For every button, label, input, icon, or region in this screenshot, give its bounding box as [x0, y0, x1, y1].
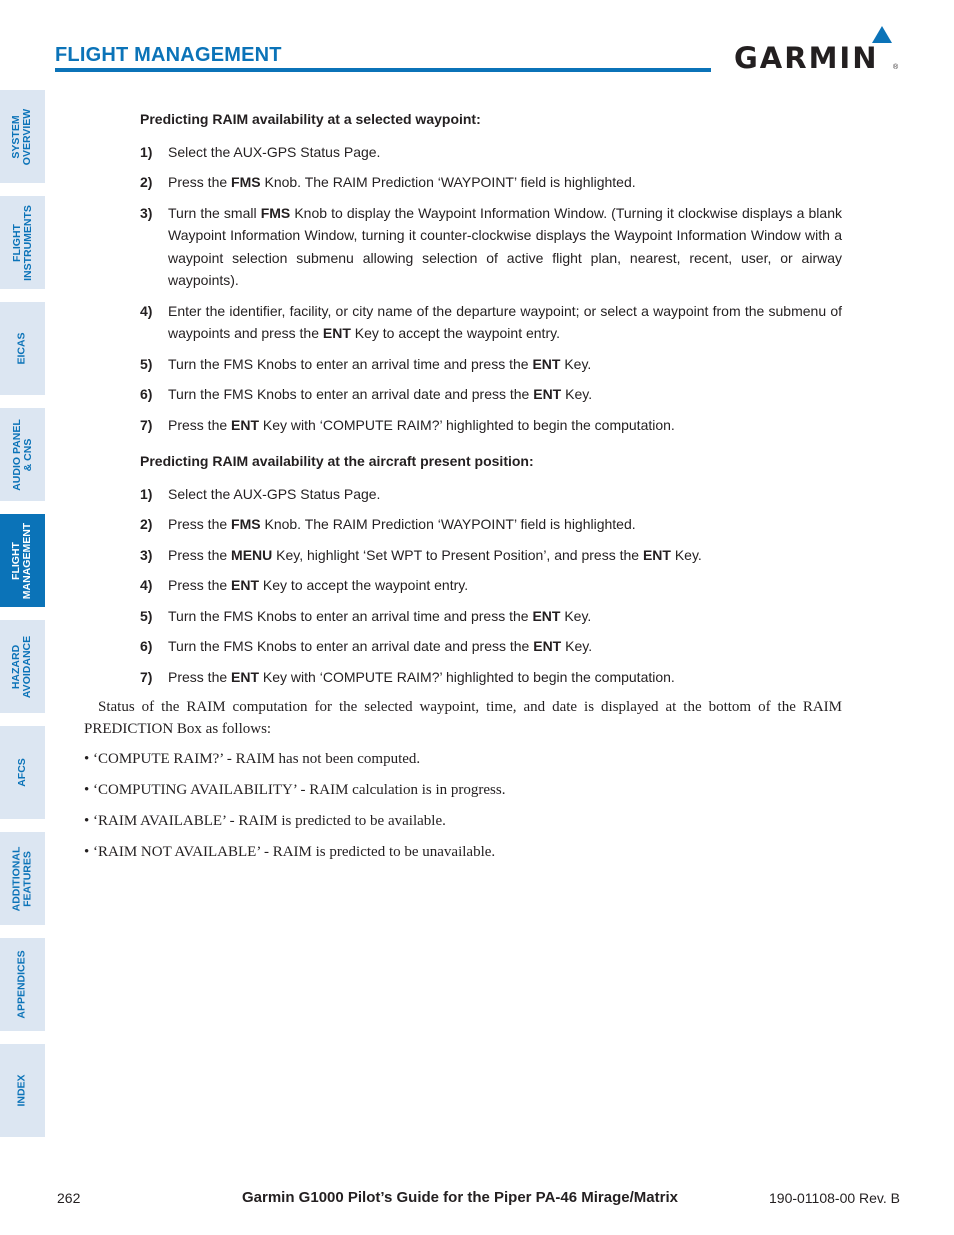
step-text — [168, 666, 842, 689]
key-name: ENT — [533, 638, 562, 654]
step-text — [168, 574, 842, 597]
step-number: 4) — [140, 302, 153, 319]
step-text — [168, 202, 842, 292]
procedure-step — [140, 300, 842, 345]
step-number: 4) — [140, 577, 153, 593]
step-text — [168, 414, 842, 437]
step-text-part: Select the AUX-GPS Status Page. — [168, 485, 381, 502]
tab-label: AFCS — [16, 758, 28, 787]
procedure-step — [140, 574, 842, 597]
key-name: FMS — [260, 204, 291, 221]
page-content — [84, 108, 842, 872]
tab-appendices[interactable] — [0, 938, 45, 1031]
procedure-step — [140, 483, 842, 506]
steps-present-position — [84, 483, 842, 689]
step-text-part: Press the — [168, 546, 232, 563]
step-number: 3) — [140, 204, 153, 221]
step-number: 6) — [140, 386, 153, 402]
step-text-part: Key. — [560, 355, 592, 372]
procedure-step — [140, 635, 842, 658]
step-text-part: Knob to display the Waypoint Information Window. (Turning it clockwise displays a blank Waypoint Information Window, turning it counter-clockwise displays the Waypoint Information Window with a waypoint selection submenu allowing selection of active flight plan, nearest, recent, user, or airway waypoints). — [168, 204, 842, 288]
steps-waypoint — [84, 141, 842, 437]
step-text-part: Key to accept the waypoint entry. — [259, 577, 469, 593]
page-number: 262 — [57, 1190, 81, 1206]
procedure-step — [140, 141, 842, 164]
step-text-part: Key to accept the waypoint entry. — [350, 325, 560, 341]
procedure-step — [140, 414, 842, 437]
key-name: ENT — [533, 386, 562, 402]
tab-label: HAZARD AVOIDANCE — [10, 635, 34, 698]
status-bullet: • ‘RAIM NOT AVAILABLE’ - RAIM is predicted to be unavailable. — [84, 844, 496, 860]
procedure-step — [140, 202, 842, 292]
tab-label: APPENDICES — [16, 950, 29, 1019]
step-text-part: Key with ‘COMPUTE RAIM?’ highlighted to begin the computation. — [259, 416, 675, 433]
step-text-part: Knob. The RAIM Prediction ‘WAYPOINT’ field is highlighted. — [260, 516, 636, 532]
step-text-part: Key. — [670, 546, 702, 563]
registered-mark: ® — [893, 64, 899, 71]
section-heading-present-position: Predicting RAIM availability at the aircraft present position: — [140, 453, 534, 469]
tab-eicas[interactable] — [0, 302, 45, 395]
guide-title: Garmin G1000 Pilot’s Guide for the Piper PA-46 Mirage/Matrix — [242, 1189, 678, 1206]
step-text — [168, 141, 842, 164]
procedure-step — [140, 513, 842, 536]
tab-label: FLIGHT INSTRUMENTS — [10, 204, 34, 281]
step-text-part: Press the — [168, 174, 232, 190]
step-number: 5) — [140, 355, 153, 372]
key-name: ENT — [532, 355, 561, 372]
procedure-step — [140, 383, 842, 406]
tab-index[interactable] — [0, 1044, 45, 1137]
key-name: ENT — [322, 325, 351, 341]
step-number: 1) — [140, 143, 153, 160]
step-text — [168, 513, 842, 536]
tab-hazard-avoidance[interactable] — [0, 620, 45, 713]
step-number: 1) — [140, 485, 153, 502]
step-text-part: Turn the FMS Knobs to enter an arrival date and press the — [168, 386, 534, 402]
tab-audio-panel-cns[interactable] — [0, 408, 45, 501]
tab-label: AUDIO PANEL & CNS — [10, 418, 34, 491]
step-number: 2) — [140, 174, 153, 190]
status-bullet: • ‘RAIM AVAILABLE’ - RAIM is predicted to be available. — [84, 813, 446, 829]
key-name: ENT — [231, 416, 260, 433]
procedure-step — [140, 353, 842, 376]
step-text — [168, 483, 842, 506]
step-number: 2) — [140, 516, 153, 532]
step-text-part: Knob. The RAIM Prediction ‘WAYPOINT’ field is highlighted. — [260, 174, 636, 190]
step-number: 7) — [140, 668, 153, 685]
step-text-part: Select the AUX-GPS Status Page. — [168, 143, 381, 160]
key-name: ENT — [231, 668, 260, 685]
tab-system-overview[interactable] — [0, 90, 45, 183]
step-text-part: Key. — [561, 386, 593, 402]
logo-text: GARMIN — [734, 41, 879, 75]
procedure-step — [140, 544, 842, 567]
step-text-part: Press the — [168, 577, 232, 593]
tab-flight-management[interactable] — [0, 514, 45, 607]
step-text-part: Key, highlight ‘Set WPT to Present Position’, and press the — [272, 546, 643, 563]
step-text-part: Turn the FMS Knobs to enter an arrival time and press the — [168, 607, 533, 624]
status-bullet: • ‘COMPUTE RAIM?’ - RAIM has not been computed. — [84, 751, 421, 767]
step-text-part: Enter the identifier, facility, or city name of the departure waypoint; or select a waypoint from the submenu of waypoints and press the — [168, 302, 842, 341]
step-number: 5) — [140, 607, 153, 624]
step-text-part: Press the — [168, 516, 232, 532]
tab-label: SYSTEM OVERVIEW — [10, 108, 34, 165]
step-text — [168, 300, 842, 345]
status-paragraph: Status of the RAIM computation for the selected waypoint, time, and date is displayed at the bottom of the RAIM PREDICTION Box as follows: — [84, 699, 842, 737]
step-text — [168, 383, 842, 406]
procedure-step — [140, 666, 842, 689]
step-text — [168, 635, 842, 658]
tab-additional-features[interactable] — [0, 832, 45, 925]
document-revision: 190-01108-00 Rev. B — [769, 1190, 901, 1206]
step-text-part: Turn the small — [168, 204, 261, 221]
step-text — [168, 353, 842, 376]
procedure-step — [140, 171, 842, 194]
key-name: FMS — [231, 516, 261, 532]
key-name: FMS — [231, 174, 261, 190]
tab-afcs[interactable] — [0, 726, 45, 819]
step-text-part: Key with ‘COMPUTE RAIM?’ highlighted to begin the computation. — [259, 668, 675, 685]
garmin-logo — [734, 26, 900, 76]
key-name: ENT — [642, 546, 671, 563]
header-rule — [55, 68, 711, 72]
tab-label: INDEX — [16, 1074, 28, 1107]
step-number: 7) — [140, 416, 153, 433]
procedure-step — [140, 605, 842, 628]
tab-label: ADDITIONAL FEATURES — [10, 846, 34, 911]
status-bullet: • ‘COMPUTING AVAILABILITY’ - RAIM calculation is in progress. — [84, 782, 506, 798]
step-text — [168, 605, 842, 628]
step-text-part: Key. — [561, 638, 593, 654]
tab-label: FLIGHT MANAGEMENT — [10, 522, 34, 599]
key-name: ENT — [231, 577, 260, 593]
step-text — [168, 171, 842, 194]
section-heading-waypoint: Predicting RAIM availability at a selected waypoint: — [140, 111, 481, 127]
step-text-part: Key. — [560, 607, 592, 624]
section-title: FLIGHT MANAGEMENT — [55, 44, 282, 66]
step-text-part: Press the — [168, 416, 232, 433]
key-name: ENT — [532, 607, 561, 624]
step-number: 6) — [140, 638, 153, 654]
step-text-part: Turn the FMS Knobs to enter an arrival time and press the — [168, 355, 533, 372]
step-text-part: Turn the FMS Knobs to enter an arrival date and press the — [168, 638, 534, 654]
step-number: 3) — [140, 546, 153, 563]
key-name: MENU — [231, 546, 273, 563]
step-text-part: Press the — [168, 668, 232, 685]
tab-flight-instruments[interactable] — [0, 196, 45, 289]
tab-label: EICAS — [16, 332, 28, 365]
step-text — [168, 544, 842, 567]
